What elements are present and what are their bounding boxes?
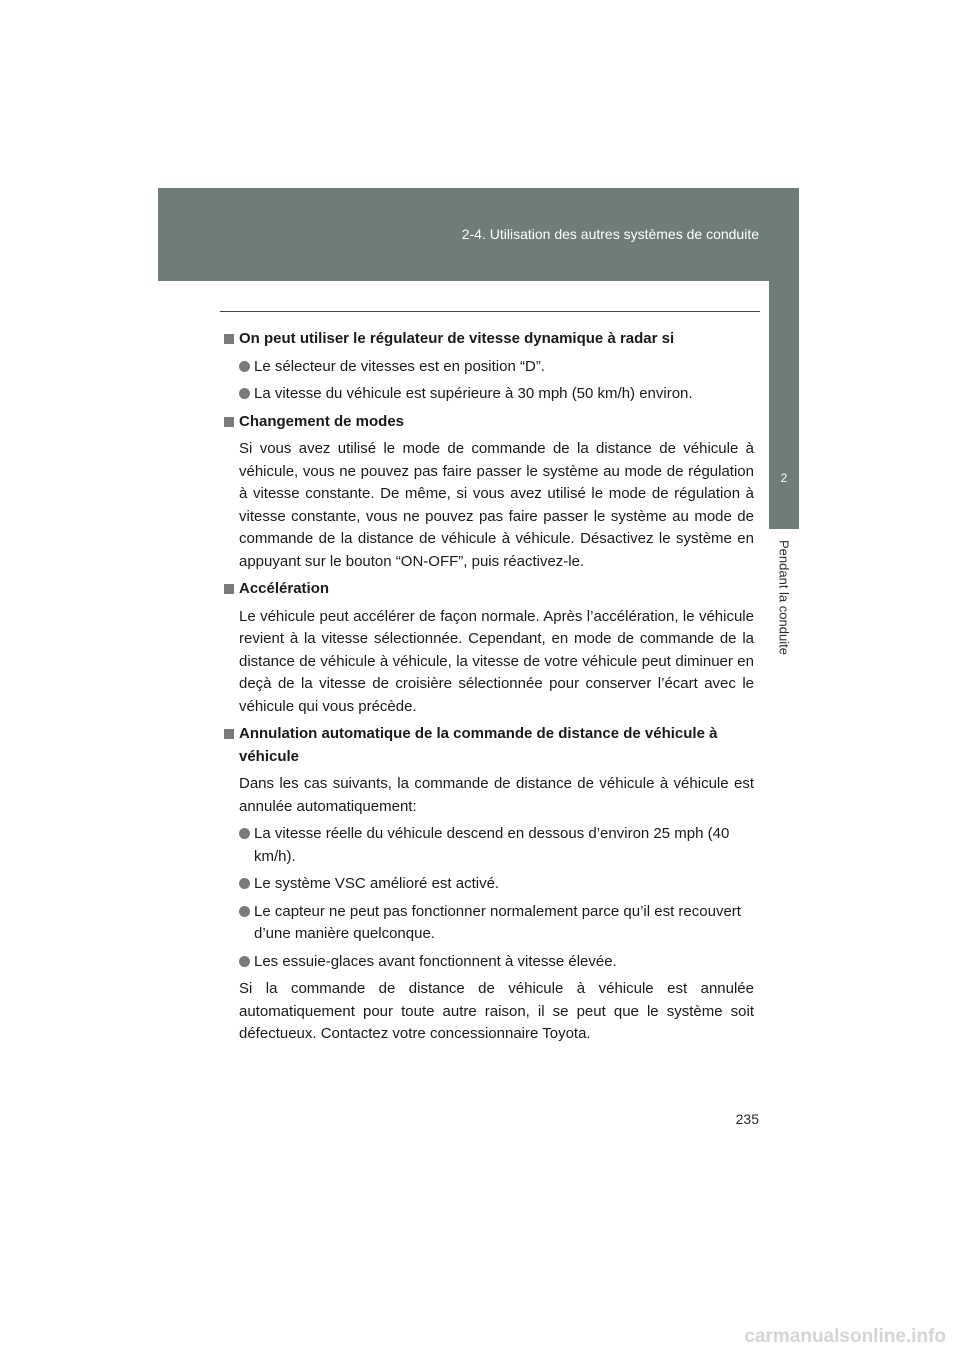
chapter-tab: [769, 266, 799, 529]
circle-bullet-icon: [239, 878, 250, 889]
circle-bullet-icon: [239, 828, 250, 839]
square-bullet-icon: [224, 417, 234, 427]
section-heading: Changement de modes: [224, 411, 754, 434]
circle-bullet-icon: [239, 956, 250, 967]
paragraph: Si la commande de distance de véhicule à véhicule est annulée automatiquement pour toute autre raison, il se peut que le système soit défectueux. Contactez votre concessionnaire Toyota.: [239, 980, 754, 1042]
list-item: Le système VSC amélioré est activé.: [239, 873, 754, 896]
square-bullet-icon: [224, 729, 234, 739]
list-item: La vitesse réelle du véhicule descend en dessous d’environ 25 mph (40 km/h).: [239, 823, 754, 868]
list-item: Le capteur ne peut pas fonctionner normalement parce qu’il est recouvert d’une manière quelconque.: [239, 901, 754, 946]
circle-bullet-icon: [239, 388, 250, 399]
list-item: Le sélecteur de vitesses est en position “D”.: [239, 356, 754, 379]
paragraph: Si vous avez utilisé le mode de commande de la distance de véhicule à véhicule, vous ne pouvez pas faire passer le système au mode de régulation à vitesse constante. De même, si vous avez utilisé le mode de régulation à vitesse constante, vous ne pouvez pas faire passer le système au mode de commande de la distance de véhicule à véhicule. Désactivez le système en appuyant sur le bouton “ON-OFF”, puis réactivez-le.: [239, 440, 754, 570]
top-divider: [220, 311, 760, 312]
circle-bullet-icon: [239, 361, 250, 372]
circle-bullet-icon: [239, 906, 250, 917]
square-bullet-icon: [224, 334, 234, 344]
section-heading: Accélération: [224, 578, 754, 601]
content: [224, 328, 754, 1051]
section-heading: On peut utiliser le régulateur de vitesse dynamique à radar si: [224, 328, 754, 351]
square-bullet-icon: [224, 584, 234, 594]
paragraph: Le véhicule peut accélérer de façon normale. Après l’accélération, le véhicule revient à la vitesse sélectionnée. Cependant, en mode de commande de la distance de véhicule à véhicule, la vitesse de votre véhicule peut diminuer en deçà de la vitesse de croisière sélectionnée pour conserver l’écart avec le véhicule qui vous précède.: [239, 607, 754, 715]
chapter-header: [158, 188, 799, 281]
paragraph: Dans les cas suivants, la commande de distance de véhicule à véhicule est annulée automatiquement:: [239, 775, 754, 815]
page-number: 235: [735, 1111, 759, 1127]
list-item: La vitesse du véhicule est supérieure à 30 mph (50 km/h) environ.: [239, 383, 754, 406]
watermark: carmanualsonline.info: [744, 1326, 946, 1347]
section-heading: Annulation automatique de la commande de distance de véhicule à véhicule: [224, 723, 754, 768]
list-item: Les essuie-glaces avant fonctionnent à vitesse élevée.: [239, 951, 754, 974]
header-title: 2-4. Utilisation des autres systèmes de conduite: [461, 226, 759, 242]
chapter-label-wrap: [770, 540, 798, 680]
chapter-label: Pendant la conduite: [776, 540, 792, 655]
chapter-number: 2: [780, 471, 788, 485]
